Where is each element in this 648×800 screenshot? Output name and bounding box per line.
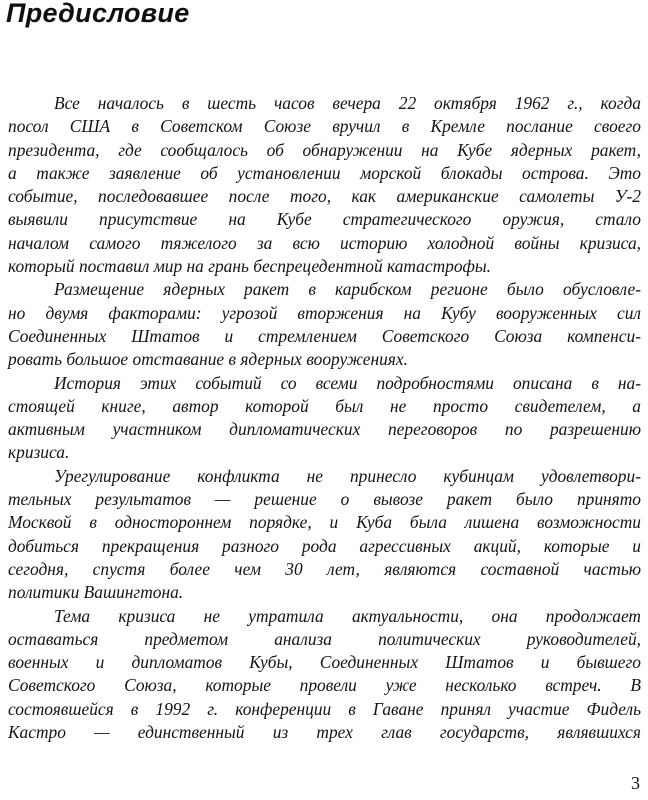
text-line: Тема кризиса не утратила актуальности, она продолжает <box>54 605 641 626</box>
text-line: оставаться предметом анализа политических руководителей, <box>8 628 641 649</box>
text-line: стоящей книге, автор которой был не просто свидетелем, а <box>8 395 641 416</box>
chapter-heading: Предисловие <box>6 0 190 28</box>
text-line: Размещение ядерных ракет в карибском регионе было обусловле- <box>54 279 641 300</box>
text-line: добиться прекращения разного рода агрессивных акций, которые и <box>8 535 641 556</box>
text-line: кризиса. <box>8 442 70 463</box>
text-line: политики Вашингтона. <box>8 582 184 603</box>
paragraph <box>8 372 641 465</box>
paragraph <box>8 278 641 371</box>
paragraph <box>8 92 641 278</box>
text-line: посол США в Советском Союзе вручил в Кремле послание своего <box>8 116 641 137</box>
text-line: Москвой в одностороннем порядке, и Куба была лишена возможности <box>8 512 641 533</box>
paragraph <box>8 465 641 605</box>
text-line: Урегулирование конфликта не принесло кубинцам удовлетвори- <box>54 465 641 486</box>
text-line: который поставил мир на грань беспрецедентной катастрофы. <box>8 256 492 277</box>
text-line: Соединенных Штатов и стремлением Советского Союза компенси- <box>8 325 641 346</box>
text-line: сегодня, спустя более чем 30 лет, являются составной частью <box>8 558 641 579</box>
text-line: состоявшейся в 1992 г. конференции в Гаване принял участие Фидель <box>8 698 641 719</box>
text-line: а также заявление об установлении морской блокады острова. Это <box>8 162 641 183</box>
text-line: Кастро — единственный из трех глав государств, являвшихся <box>8 722 641 743</box>
text-line: выявили присутствие на Кубе стратегического оружия, стало <box>8 209 641 230</box>
text-line: тельных результатов — решение о вывозе ракет было принято <box>8 489 641 510</box>
text-line: Советского Союза, которые провели уже несколько встреч. В <box>8 675 641 696</box>
body-text <box>8 92 641 744</box>
text-line: началом самого тяжелого за всю историю холодной войны кризиса, <box>8 232 641 253</box>
paragraph <box>8 605 641 745</box>
text-line: президента, где сообщалось об обнаружении на Кубе ядерных ракет, <box>8 139 641 160</box>
text-line: ровать большое отставание в ядерных вооружениях. <box>8 349 408 370</box>
text-line: Все началось в шесть часов вечера 22 октября 1962 г., когда <box>54 93 641 113</box>
text-line: но двумя факторами: угрозой вторжения на Кубу вооруженных сил <box>8 302 641 323</box>
text-line: История этих событий со всеми подробностями описана в на- <box>54 372 641 393</box>
page-number: 3 <box>631 773 640 793</box>
text-line: активным участником дипломатических переговоров по разрешению <box>8 419 641 440</box>
text-line: событие, последовавшее после того, как американские самолеты У-2 <box>8 186 641 207</box>
text-line: военных и дипломатов Кубы, Соединенных Штатов и бывшего <box>8 652 641 673</box>
